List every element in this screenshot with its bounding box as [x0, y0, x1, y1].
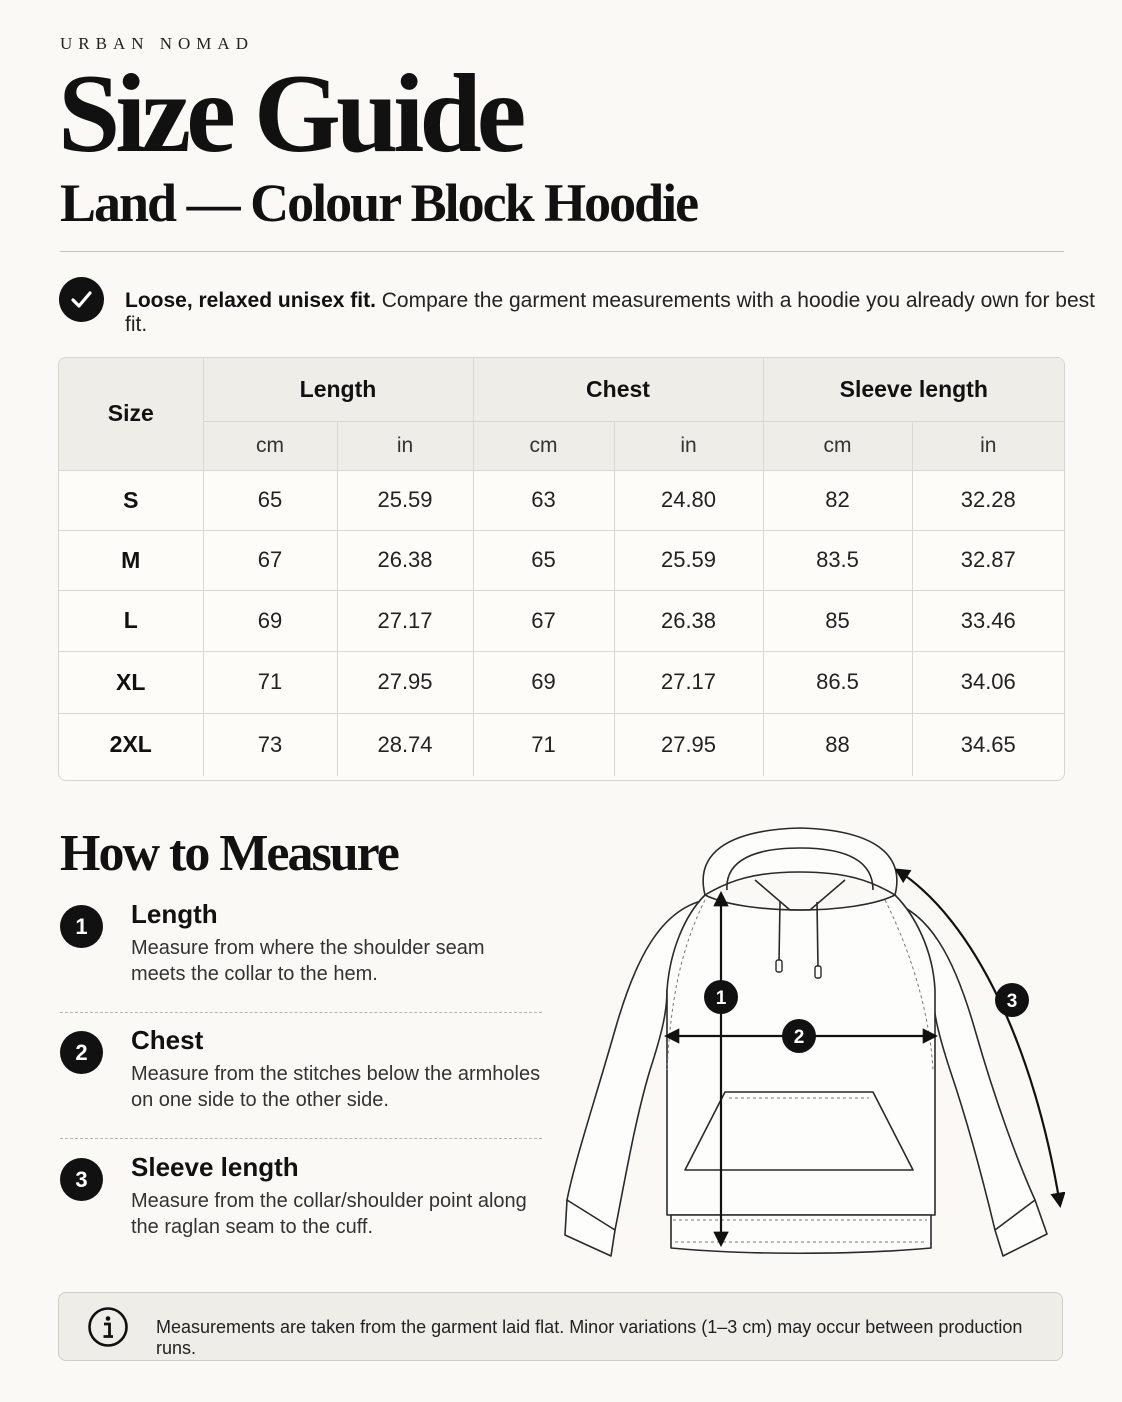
table-cell: 71 — [473, 713, 614, 776]
unit-header: in — [912, 421, 1064, 470]
table-cell: 24.80 — [614, 470, 763, 530]
unit-header: cm — [473, 421, 614, 470]
marker-sleeve — [995, 983, 1029, 1017]
step-divider — [60, 1012, 542, 1013]
checkmark-icon — [59, 277, 104, 322]
step-number: 1 — [60, 905, 103, 948]
table-cell: 67 — [473, 590, 614, 651]
table-cell: 65 — [473, 530, 614, 590]
title-divider — [60, 251, 1064, 252]
table-cell: 85 — [763, 590, 912, 651]
size-cell: XL — [59, 651, 203, 713]
marker-chest — [782, 1019, 816, 1053]
info-icon — [87, 1306, 129, 1348]
table-cell: 73 — [203, 713, 337, 776]
marker-length — [704, 980, 738, 1014]
table-row — [59, 470, 1064, 530]
table-row — [59, 713, 1064, 776]
table-cell: 86.5 — [763, 651, 912, 713]
footer-note-text: Measurements are taken from the garment laid flat. Minor variations (1–3 cm) may occur between production runs. — [156, 1317, 1023, 1358]
table-cell: 34.06 — [912, 651, 1064, 713]
size-column-header: Size — [59, 358, 203, 470]
product-subtitle: Land — Colour Block Hoodie — [60, 173, 698, 233]
table-cell: 83.5 — [763, 530, 912, 590]
step-title: Length — [131, 899, 218, 929]
table-cell: 88 — [763, 713, 912, 776]
table-cell: 27.95 — [614, 713, 763, 776]
hoodie-hem — [671, 1215, 931, 1253]
table-row — [59, 651, 1064, 713]
unit-header: cm — [203, 421, 337, 470]
size-cell: L — [59, 590, 203, 651]
table-cell: 67 — [203, 530, 337, 590]
step-number: 2 — [60, 1031, 103, 1074]
table-cell: 34.65 — [912, 713, 1064, 776]
step-title: Sleeve length — [131, 1152, 299, 1182]
table-cell: 27.17 — [614, 651, 763, 713]
size-cell: M — [59, 530, 203, 590]
step-description: Measure from the stitches below the armholes on one side to the other side. — [131, 1063, 541, 1111]
brand-name: URBAN NOMAD — [60, 34, 254, 53]
svg-text:3: 3 — [1006, 991, 1018, 1012]
size-cell: S — [59, 470, 203, 530]
step-number: 3 — [60, 1158, 103, 1201]
hoodie-hood — [703, 828, 897, 895]
sleeve-group-header: Sleeve length — [763, 358, 1064, 421]
svg-text:2: 2 — [793, 1027, 805, 1048]
table-cell: 63 — [473, 470, 614, 530]
table-row — [59, 530, 1064, 590]
table-cell: 26.38 — [614, 590, 763, 651]
step-description: Measure from the collar/shoulder point along the raglan seam to the cuff. — [131, 1190, 527, 1238]
footer-note — [58, 1292, 1063, 1361]
length-group-header: Length — [203, 358, 473, 421]
fit-note-bold: Loose, relaxed unisex fit. — [125, 289, 376, 312]
fit-note-text: Compare the garment measurements with a hoodie you already own for best fit. — [125, 289, 1095, 336]
table-cell: 69 — [203, 590, 337, 651]
svg-text:1: 1 — [715, 988, 727, 1009]
unit-header: in — [337, 421, 473, 470]
table-cell: 71 — [203, 651, 337, 713]
table-cell: 69 — [473, 651, 614, 713]
table-cell: 25.59 — [614, 530, 763, 590]
table-cell: 32.87 — [912, 530, 1064, 590]
unit-header: in — [614, 421, 763, 470]
table-cell: 33.46 — [912, 590, 1064, 651]
table-cell: 28.74 — [337, 713, 473, 776]
size-table — [58, 357, 1065, 781]
table-cell: 26.38 — [337, 530, 473, 590]
table-cell: 82 — [763, 470, 912, 530]
fit-note — [125, 289, 1122, 337]
step-description: Measure from where the shoulder seam meets the collar to the hem. — [131, 937, 485, 985]
step-title: Chest — [131, 1025, 204, 1055]
table-cell: 25.59 — [337, 470, 473, 530]
table-cell: 27.17 — [337, 590, 473, 651]
table-cell: 27.95 — [337, 651, 473, 713]
hoodie-body — [667, 895, 935, 1215]
size-cell: 2XL — [59, 713, 203, 776]
chest-group-header: Chest — [473, 358, 763, 421]
table-cell: 32.28 — [912, 470, 1064, 530]
page-title: Size Guide — [58, 52, 522, 176]
step-divider — [60, 1138, 542, 1139]
table-row — [59, 590, 1064, 651]
hoodie-diagram — [555, 820, 1065, 1265]
how-to-measure-title: How to Measure — [60, 825, 398, 882]
table-cell: 65 — [203, 470, 337, 530]
unit-header: cm — [763, 421, 912, 470]
